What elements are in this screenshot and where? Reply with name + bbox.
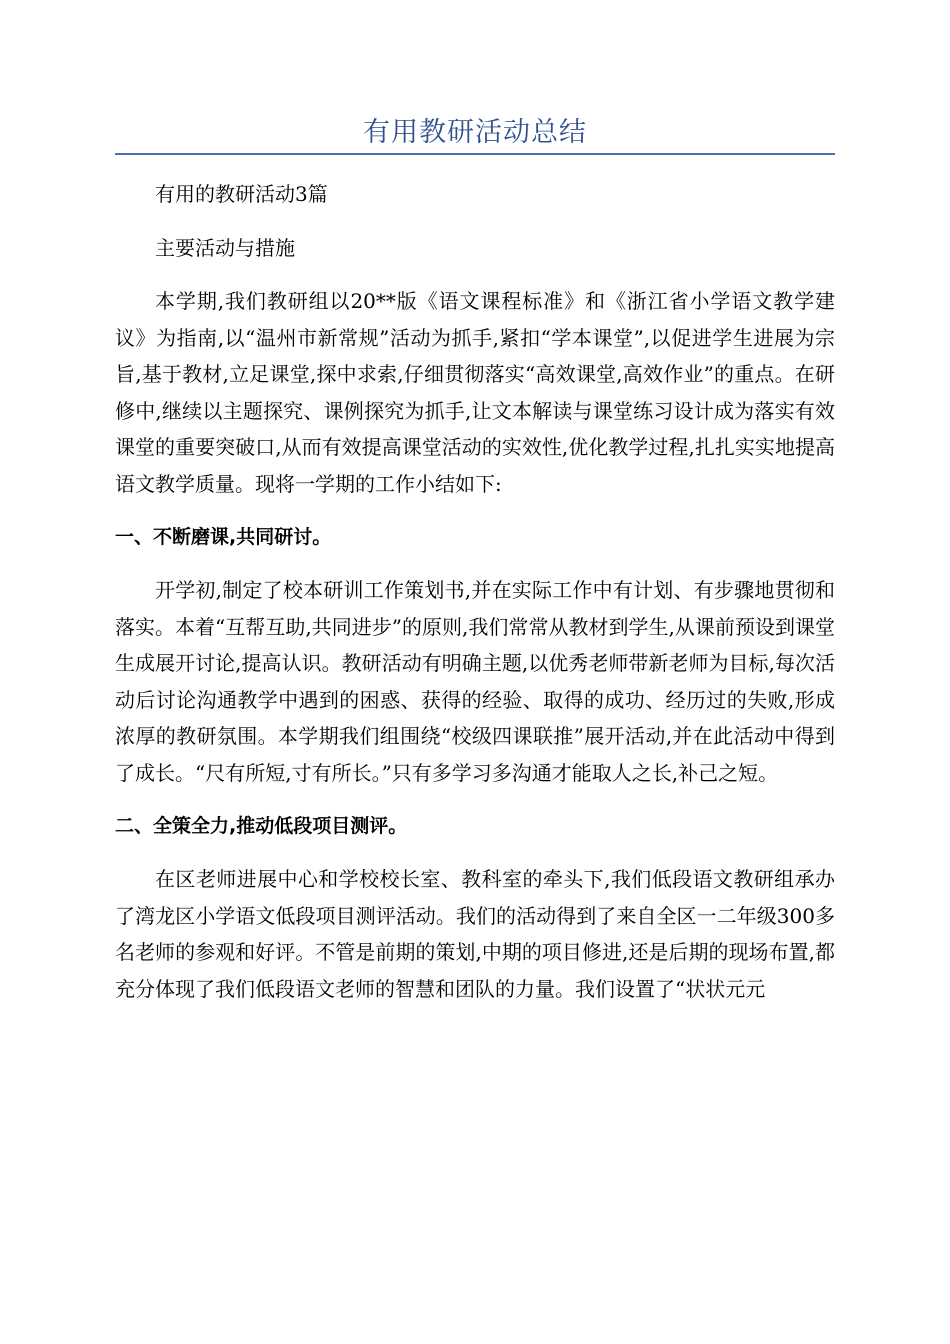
intro-paragraph: 本学期,我们教研组以20**版《语文课程标准》和《浙江省小学语文教学建议》为指南,以“温州市新常规”活动为抓手,紧扣“学本课堂”,以促进学生进展为宗旨,基于教材,立足课堂,探中求索,仔细贯彻落实“高效课堂,高效作业”的重点。在研修中,继续以主题探究、课例探究为抓手,让文本解读与课堂练习设计成为落实有效课堂的重要突破口,从而有效提高课堂活动的实效性,优化教学过程,扎扎实实地提高语文教学质量。现将一学期的工作小结如下: (115, 289, 835, 496)
section-paragraph-1: 开学初,制定了校本研训工作策划书,并在实际工作中有计划、有步骤地贯彻和落实。本着“互帮互助,共同进步”的原则,我们常常从教材到学生,从课前预设到课堂生成展开讨论,提高认识。教研活动有明确主题,以优秀老师带新老师为目标,每次活动后讨论沟通教学中遇到的困惑、获得的经验、取得的成功、经历过的失败,形成浓厚的教研氛围。本学期我们组围绕“校级四课联推”展开活动,并在此活动中得到了成长。“尺有所短,寸有所长。”只有多学习多沟通才能取人之长,补己之短。 (115, 578, 835, 785)
subtitle: 有用的教研活动3篇 (155, 182, 328, 206)
section-label: 主要活动与措施 (155, 235, 295, 260)
document-title: 有用教研活动总结 (363, 117, 587, 148)
title-divider (115, 153, 835, 155)
section-heading-2: 二、全策全力,推动低段项目测评。 (115, 815, 408, 837)
document-body (115, 176, 835, 1024)
section-heading-1: 一、不断磨课,共同研讨。 (115, 526, 332, 548)
section-paragraph-2: 在区老师进展中心和学校校长室、教科室的牵头下,我们低段语文教研组承办了湾龙区小学语文低段项目测评活动。我们的活动得到了来自全区一二年级300多名老师的参观和好评。不管是前期的策划,中期的项目修进,还是后期的现场布置,都充分体现了我们低段语文老师的智慧和团队的力量。我们设置了“状状元元 (115, 867, 835, 1001)
